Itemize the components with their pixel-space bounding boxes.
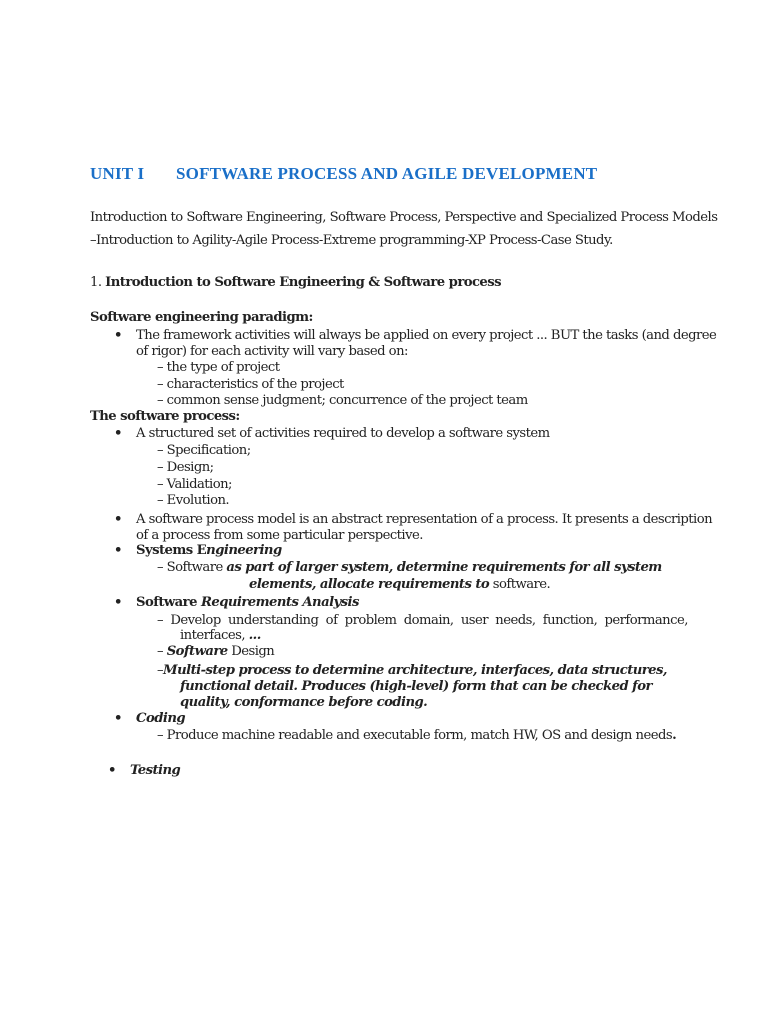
requirements-label-a: Software — [136, 595, 201, 610]
requirements-line-3-a: – — [157, 644, 167, 659]
process-item: – Design; — [157, 460, 214, 475]
systems-label-b: ngineering — [206, 543, 282, 558]
requirements-line-2 — [180, 628, 261, 643]
paradigm-item: – the type of project — [157, 360, 280, 375]
section-1-heading — [90, 275, 501, 290]
requirements-line-4-a: – — [157, 663, 164, 678]
unit-heading: SOFTWARE PROCESS AND AGILE DEVELOPMENT — [176, 164, 598, 183]
requirements-line-6: quality, conformance before coding. — [180, 695, 428, 710]
process-item: – Evolution. — [157, 493, 230, 508]
testing-label: • Testing — [130, 763, 180, 778]
coding-line-period: . — [672, 728, 677, 743]
process-item: – Validation; — [157, 477, 232, 492]
requirements-label — [136, 595, 359, 610]
process-model-line-1: • A software process model is an abstract representation of a process. It presents a description — [136, 512, 712, 527]
coding-label: • Coding — [136, 711, 185, 726]
requirements-line-4-b: Multi-step process to determine architecture, interfaces, data structures, — [163, 663, 667, 678]
systems-line-2 — [249, 577, 550, 592]
section-title: Introduction to Software Engineering & Software process — [105, 275, 502, 290]
paradigm-bullet-line-1: • The framework activities will always be applied on every project ... BUT the tasks (and degree — [136, 328, 716, 343]
requirements-line-3-c: Design — [227, 644, 275, 659]
systems-line-1-a: – Software — [157, 560, 227, 575]
intro-line-1: Introduction to Software Engineering, Software Process, Perspective and Specialized Process Models — [90, 210, 718, 225]
requirements-line-3-b: Software — [166, 644, 228, 659]
coding-line — [157, 728, 676, 743]
paradigm-bullet-line-2: of rigor) for each activity will vary based on: — [136, 344, 408, 359]
paradigm-item: – characteristics of the project — [157, 377, 344, 392]
requirements-line-2-b: ... — [248, 628, 261, 643]
requirements-label-b: Requirements Analysis — [200, 595, 359, 610]
coding-line-text: – Produce machine readable and executable form, match HW, OS and design needs — [157, 728, 673, 743]
systems-line-2-a: elements, allocate requirements to — [249, 577, 490, 592]
requirements-line-1: – Develop understanding of problem domain, user needs, function, performance, — [157, 613, 688, 628]
systems-line-1-b: as part of larger system, determine requirements for all system — [226, 560, 662, 575]
process-model-line-2: of a process from some particular perspective. — [136, 528, 423, 543]
requirements-line-5: functional detail. Produces (high-level) form that can be checked for — [180, 679, 652, 694]
systems-line-1 — [157, 560, 662, 575]
paradigm-heading: Software engineering paradigm: — [90, 310, 313, 325]
process-item: – Specification; — [157, 443, 251, 458]
paradigm-item: – common sense judgment; concurrence of the project team — [157, 393, 528, 408]
intro-line-2: –Introduction to Agility-Agile Process-Extreme programming-XP Process-Case Study. — [90, 233, 613, 248]
requirements-line-2-a: interfaces, — [180, 628, 249, 643]
section-number: 1. — [90, 275, 102, 290]
process-heading: The software process: — [90, 409, 240, 424]
process-bullet: • A structured set of activities required to develop a software system — [136, 426, 550, 441]
systems-label-a: Systems E — [136, 543, 207, 558]
systems-line-2-b: software. — [489, 577, 551, 592]
systems-engineering-label — [136, 543, 282, 558]
unit-label: UNIT I — [90, 164, 145, 183]
requirements-line-3 — [157, 644, 274, 659]
requirements-line-4 — [157, 663, 667, 678]
